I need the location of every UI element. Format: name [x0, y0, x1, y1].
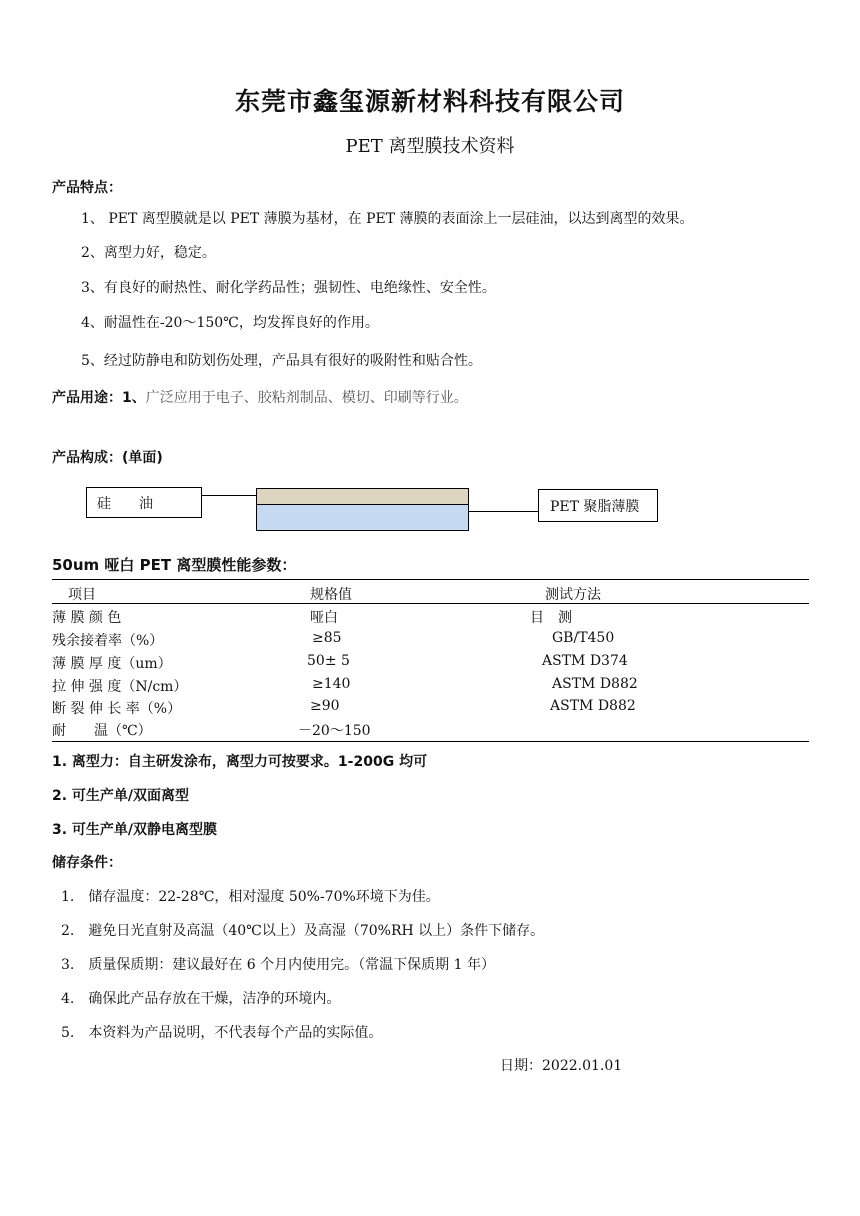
usage-line	[52, 387, 468, 407]
feature-item: 2、离型力好，稳定。	[81, 245, 216, 261]
row-spec: 哑白	[310, 610, 338, 626]
row-spec: －20～150	[298, 723, 371, 739]
feature-item: 4、耐温性在-20～150℃，均发挥良好的作用。	[81, 315, 379, 331]
table-top-rule	[52, 579, 809, 580]
storage-item: 2. 避免日光直射及高温（40℃以上）及高湿（70%RH 以上）条件下储存。	[61, 923, 545, 939]
pet-film-layer	[256, 504, 469, 531]
structure-heading: 产品构成：(单面)	[52, 450, 163, 466]
silicone-layer	[256, 488, 469, 505]
document-title: PET 离型膜技术资料	[345, 136, 515, 157]
usage-label: 产品用途：1、	[52, 390, 146, 406]
pet-label-box	[538, 489, 658, 522]
silicone-label: 硅 油	[97, 495, 153, 512]
table-header-method: 测试方法	[545, 587, 601, 603]
storage-item: 1. 储存温度：22-28℃，相对湿度 50%-70%环境下为佳。	[61, 889, 440, 905]
row-method: ASTM D882	[552, 676, 638, 692]
row-method: GB/T450	[552, 630, 615, 646]
row-spec: ≥90	[310, 698, 340, 714]
table-header-item: 项目	[68, 587, 96, 603]
document-date: 日期：2022.01.01	[500, 1058, 623, 1074]
feature-item: 1、 PET 离型膜就是以 PET 薄膜为基材，在 PET 薄膜的表面涂上一层硅油，以达到离型的效果。	[81, 211, 694, 227]
row-item: 薄 膜 厚 度（um）	[52, 656, 172, 672]
specs-title: 50um 哑白 PET 离型膜性能参数：	[52, 556, 297, 574]
storage-item: 5. 本资料为产品说明，不代表每个产品的实际值。	[61, 1025, 383, 1041]
row-spec: 50± 5	[307, 653, 350, 669]
storage-item: 3. 质量保质期：建议最好在 6 个月内使用完。（常温下保质期 1 年）	[61, 957, 495, 973]
storage-item: 4. 确保此产品存放在干燥，洁净的环境内。	[61, 991, 341, 1007]
feature-item: 5、经过防静电和防划伤处理，产品具有很好的吸附性和贴合性。	[81, 353, 482, 369]
pet-leader-line	[469, 511, 538, 512]
table-bottom-rule	[52, 741, 809, 742]
row-spec: ≥85	[312, 630, 342, 646]
table-header-rule	[52, 603, 809, 604]
storage-heading: 储存条件：	[52, 855, 122, 871]
note-item: 2. 可生产单/双面离型	[52, 788, 190, 804]
usage-text: 广泛应用于电子、胶粘剂制品、模切、印刷等行业。	[145, 390, 468, 406]
silicone-leader-line	[202, 495, 257, 496]
row-item: 拉 伸 强 度（N/cm）	[52, 679, 188, 695]
row-spec: ≥140	[312, 676, 351, 692]
row-method: ASTM D882	[550, 698, 636, 714]
pet-label: PET 聚脂薄膜	[550, 498, 640, 515]
row-method: 目 测	[530, 610, 572, 626]
silicone-label-box	[86, 487, 202, 518]
row-item: 耐 温（℃）	[52, 723, 152, 739]
row-item: 薄 膜 颜 色	[52, 610, 122, 626]
row-item: 残余接着率（%）	[52, 633, 164, 649]
feature-item: 3、有良好的耐热性、耐化学药品性；强韧性、电绝缘性、安全性。	[81, 280, 496, 296]
row-item: 断 裂 伸 长 率（%）	[52, 701, 182, 717]
row-method: ASTM D374	[542, 653, 628, 669]
company-name: 东莞市鑫玺源新材料科技有限公司	[234, 87, 625, 116]
features-heading: 产品特点：	[52, 180, 122, 196]
note-item: 1. 离型力：自主研发涂布，离型力可按要求。1-200G 均可	[52, 754, 428, 770]
table-header-spec: 规格值	[310, 587, 352, 603]
note-item: 3. 可生产单/双静电离型膜	[52, 822, 218, 838]
